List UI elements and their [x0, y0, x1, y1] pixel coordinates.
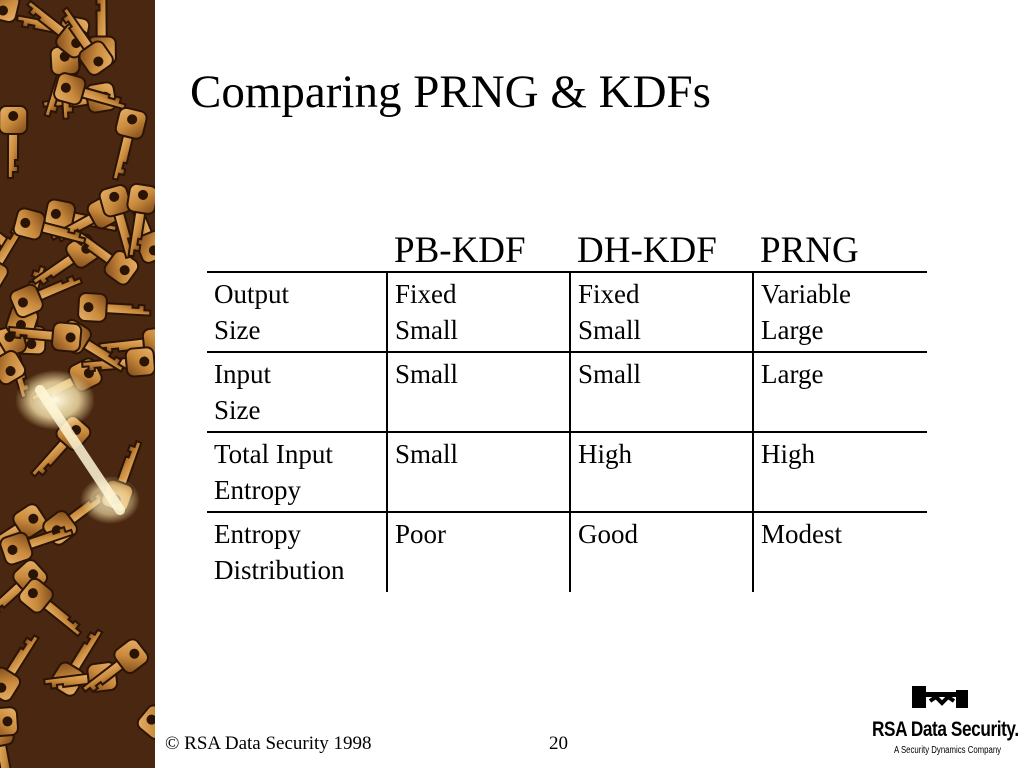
cell-line: Large: [761, 315, 824, 345]
slide-title: Comparing PRNG & KDFs: [190, 66, 711, 118]
table-divider: [386, 272, 388, 592]
cell-line: Variable: [761, 279, 851, 309]
table-divider: [569, 272, 571, 592]
cell-line: Small: [395, 315, 459, 345]
table-cell: [578, 276, 641, 348]
table-cell: Large: [761, 359, 824, 389]
row-label-entropy-distribution: [214, 516, 345, 588]
rsa-logo: [860, 680, 1020, 762]
column-header-prng: PRNG: [760, 230, 859, 271]
row-label-line: Size: [214, 395, 261, 425]
row-label-total-input-entropy: [214, 436, 333, 508]
row-label-line: Size: [214, 315, 261, 345]
row-label-line: Total Input: [214, 439, 333, 469]
row-label-input-size: [214, 356, 271, 428]
table-cell: Small: [578, 359, 642, 389]
row-label-line: Output: [214, 279, 290, 309]
table-cell: [761, 276, 851, 348]
row-label-line: Entropy: [214, 475, 301, 505]
keys-image: [0, 0, 155, 768]
table-cell: Good: [578, 519, 638, 549]
cell-line: Fixed: [578, 279, 640, 309]
table-rule: [207, 271, 927, 273]
key-logo-icon: [912, 684, 972, 712]
footer-copyright: © RSA Data Security 1998: [165, 733, 372, 754]
cell-line: Small: [578, 315, 642, 345]
row-label-line: Input: [214, 359, 271, 389]
row-label-line: Distribution: [214, 555, 345, 585]
table-cell: Poor: [395, 519, 447, 549]
table-rule: [207, 511, 927, 513]
page-number: 20: [549, 733, 568, 754]
row-label-output-size: [214, 276, 289, 348]
table-cell: High: [761, 439, 815, 469]
column-header-dh-kdf: DH-KDF: [577, 230, 717, 271]
table-cell: [395, 276, 458, 348]
table-rule: [207, 431, 927, 433]
table-cell: High: [578, 439, 632, 469]
table-cell: Small: [395, 359, 459, 389]
row-label-line: Entropy: [214, 519, 301, 549]
column-header-pb-kdf: PB-KDF: [394, 230, 526, 271]
cell-line: Fixed: [395, 279, 457, 309]
table-cell: Small: [395, 439, 459, 469]
table-divider: [752, 272, 754, 592]
logo-name: RSA Data Security.: [872, 718, 1019, 741]
table-cell: Modest: [761, 519, 842, 549]
table-rule: [207, 351, 927, 353]
logo-tagline: A Security Dynamics Company: [894, 745, 1002, 756]
